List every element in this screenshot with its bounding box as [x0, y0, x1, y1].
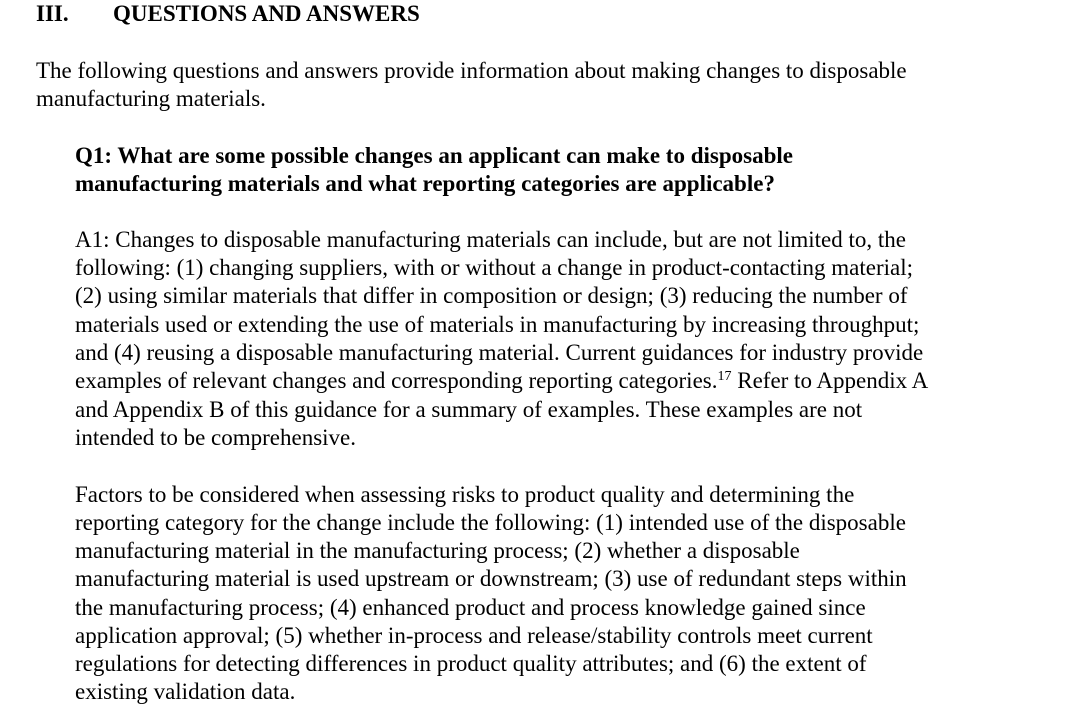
text-line	[75, 367, 928, 395]
text-line: and (4) reusing a disposable manufacturing material. Current guidances for industry provide	[75, 340, 924, 365]
footnote-reference[interactable]: 17	[717, 369, 732, 384]
text-segment: Refer to Appendix A	[731, 368, 929, 393]
text-segment: examples of relevant changes and corresponding reporting categories.	[75, 368, 718, 393]
text-line: regulations for detecting differences in product quality attributes; and (6) the extent of	[75, 651, 867, 676]
text-line: application approval; (5) whether in-process and release/stability controls meet current	[75, 623, 873, 648]
section-number: III.	[36, 1, 69, 26]
text-line: existing validation data.	[75, 679, 296, 704]
text-line: reporting category for the change include the following: (1) intended use of the disposable	[75, 510, 906, 535]
text-line: the manufacturing process; (4) enhanced product and process knowledge gained since	[75, 595, 866, 620]
text-line: following: (1) changing suppliers, with or without a change in product-contacting material;	[75, 255, 914, 280]
text-line: materials used or extending the use of materials in manufacturing by increasing throughput;	[75, 312, 920, 337]
text-line: (2) using similar materials that differ in composition or design; (3) reducing the number of	[75, 283, 908, 308]
text-line: A1: Changes to disposable manufacturing materials can include, but are not limited to, the	[75, 227, 906, 252]
text-line: intended to be comprehensive.	[75, 425, 357, 450]
text-line: Q1: What are some possible changes an applicant can make to disposable	[75, 143, 793, 168]
text-line: and Appendix B of this guidance for a summary of examples. These examples are not	[75, 397, 863, 422]
text-line: manufacturing materials.	[36, 86, 266, 111]
text-line: The following questions and answers provide information about making changes to disposable	[36, 58, 907, 83]
text-line: manufacturing materials and what reporting categories are applicable?	[75, 171, 775, 196]
text-line: Factors to be considered when assessing risks to product quality and determining the	[75, 482, 855, 507]
text-line: manufacturing material is used upstream or downstream; (3) use of redundant steps within	[75, 566, 907, 591]
section-title: QUESTIONS AND ANSWERS	[113, 1, 420, 26]
text-line: manufacturing material in the manufacturing process; (2) whether a disposable	[75, 538, 800, 563]
